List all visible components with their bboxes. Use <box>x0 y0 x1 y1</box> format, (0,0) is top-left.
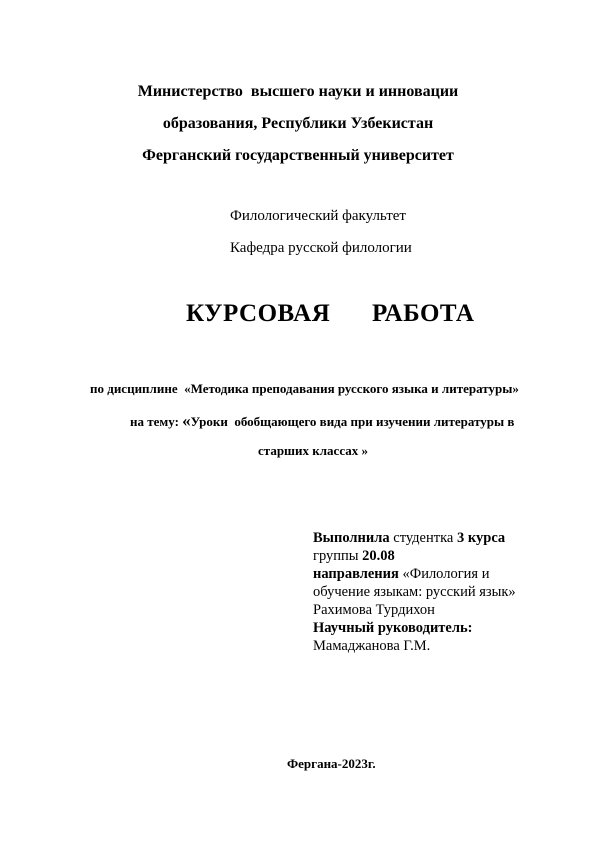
title-word-1: КУРСОВАЯ <box>186 300 331 327</box>
author-line-2 <box>313 547 583 565</box>
ministry-line-2: образования, Республики Узбекистан <box>162 115 434 132</box>
direction-label: направления <box>313 566 399 582</box>
topic-line-1 <box>130 411 514 431</box>
group-label: группы <box>313 548 363 564</box>
course-value: 3 курса <box>456 530 506 546</box>
direction-text-2: обучение языкам: русский язык» <box>313 584 516 600</box>
author-line-1 <box>313 529 583 547</box>
discipline-prefix: по дисциплине <box>90 381 185 396</box>
discipline-name: «Методика преподавания русского языка и литературы» <box>184 381 519 396</box>
topic-open-quote: « <box>182 411 191 430</box>
author-line-3 <box>313 565 583 583</box>
title-word-2: РАБОТА <box>372 300 475 327</box>
supervisor-name: Мамаджанова Г.М. <box>313 638 431 654</box>
group-value: 20.08 <box>362 548 395 564</box>
chair-name: Кафедра русской филологии <box>230 240 412 256</box>
city-year: Фергана-2023г. <box>287 756 376 771</box>
supervisor-label: Научный руководитель: <box>313 620 473 636</box>
discipline-line <box>90 381 519 397</box>
topic-prefix: на тему: <box>130 414 183 429</box>
student-name: Рахимова Турдихон <box>313 602 435 618</box>
author-info-block <box>313 529 583 655</box>
university-name: Ферганский государственный университет <box>142 147 454 164</box>
ministry-line-1: Министерство высшего науки и инновации <box>137 83 459 100</box>
topic-line-2: старших классах » <box>258 443 368 458</box>
completed-label: Выполнила <box>313 530 390 546</box>
topic-text-1: Уроки обобщающего вида при изучении литературы в <box>190 414 515 429</box>
direction-text-1: «Филология и <box>398 566 490 582</box>
faculty-name: Филологический факультет <box>230 208 406 224</box>
completed-text: студентка <box>389 530 457 546</box>
